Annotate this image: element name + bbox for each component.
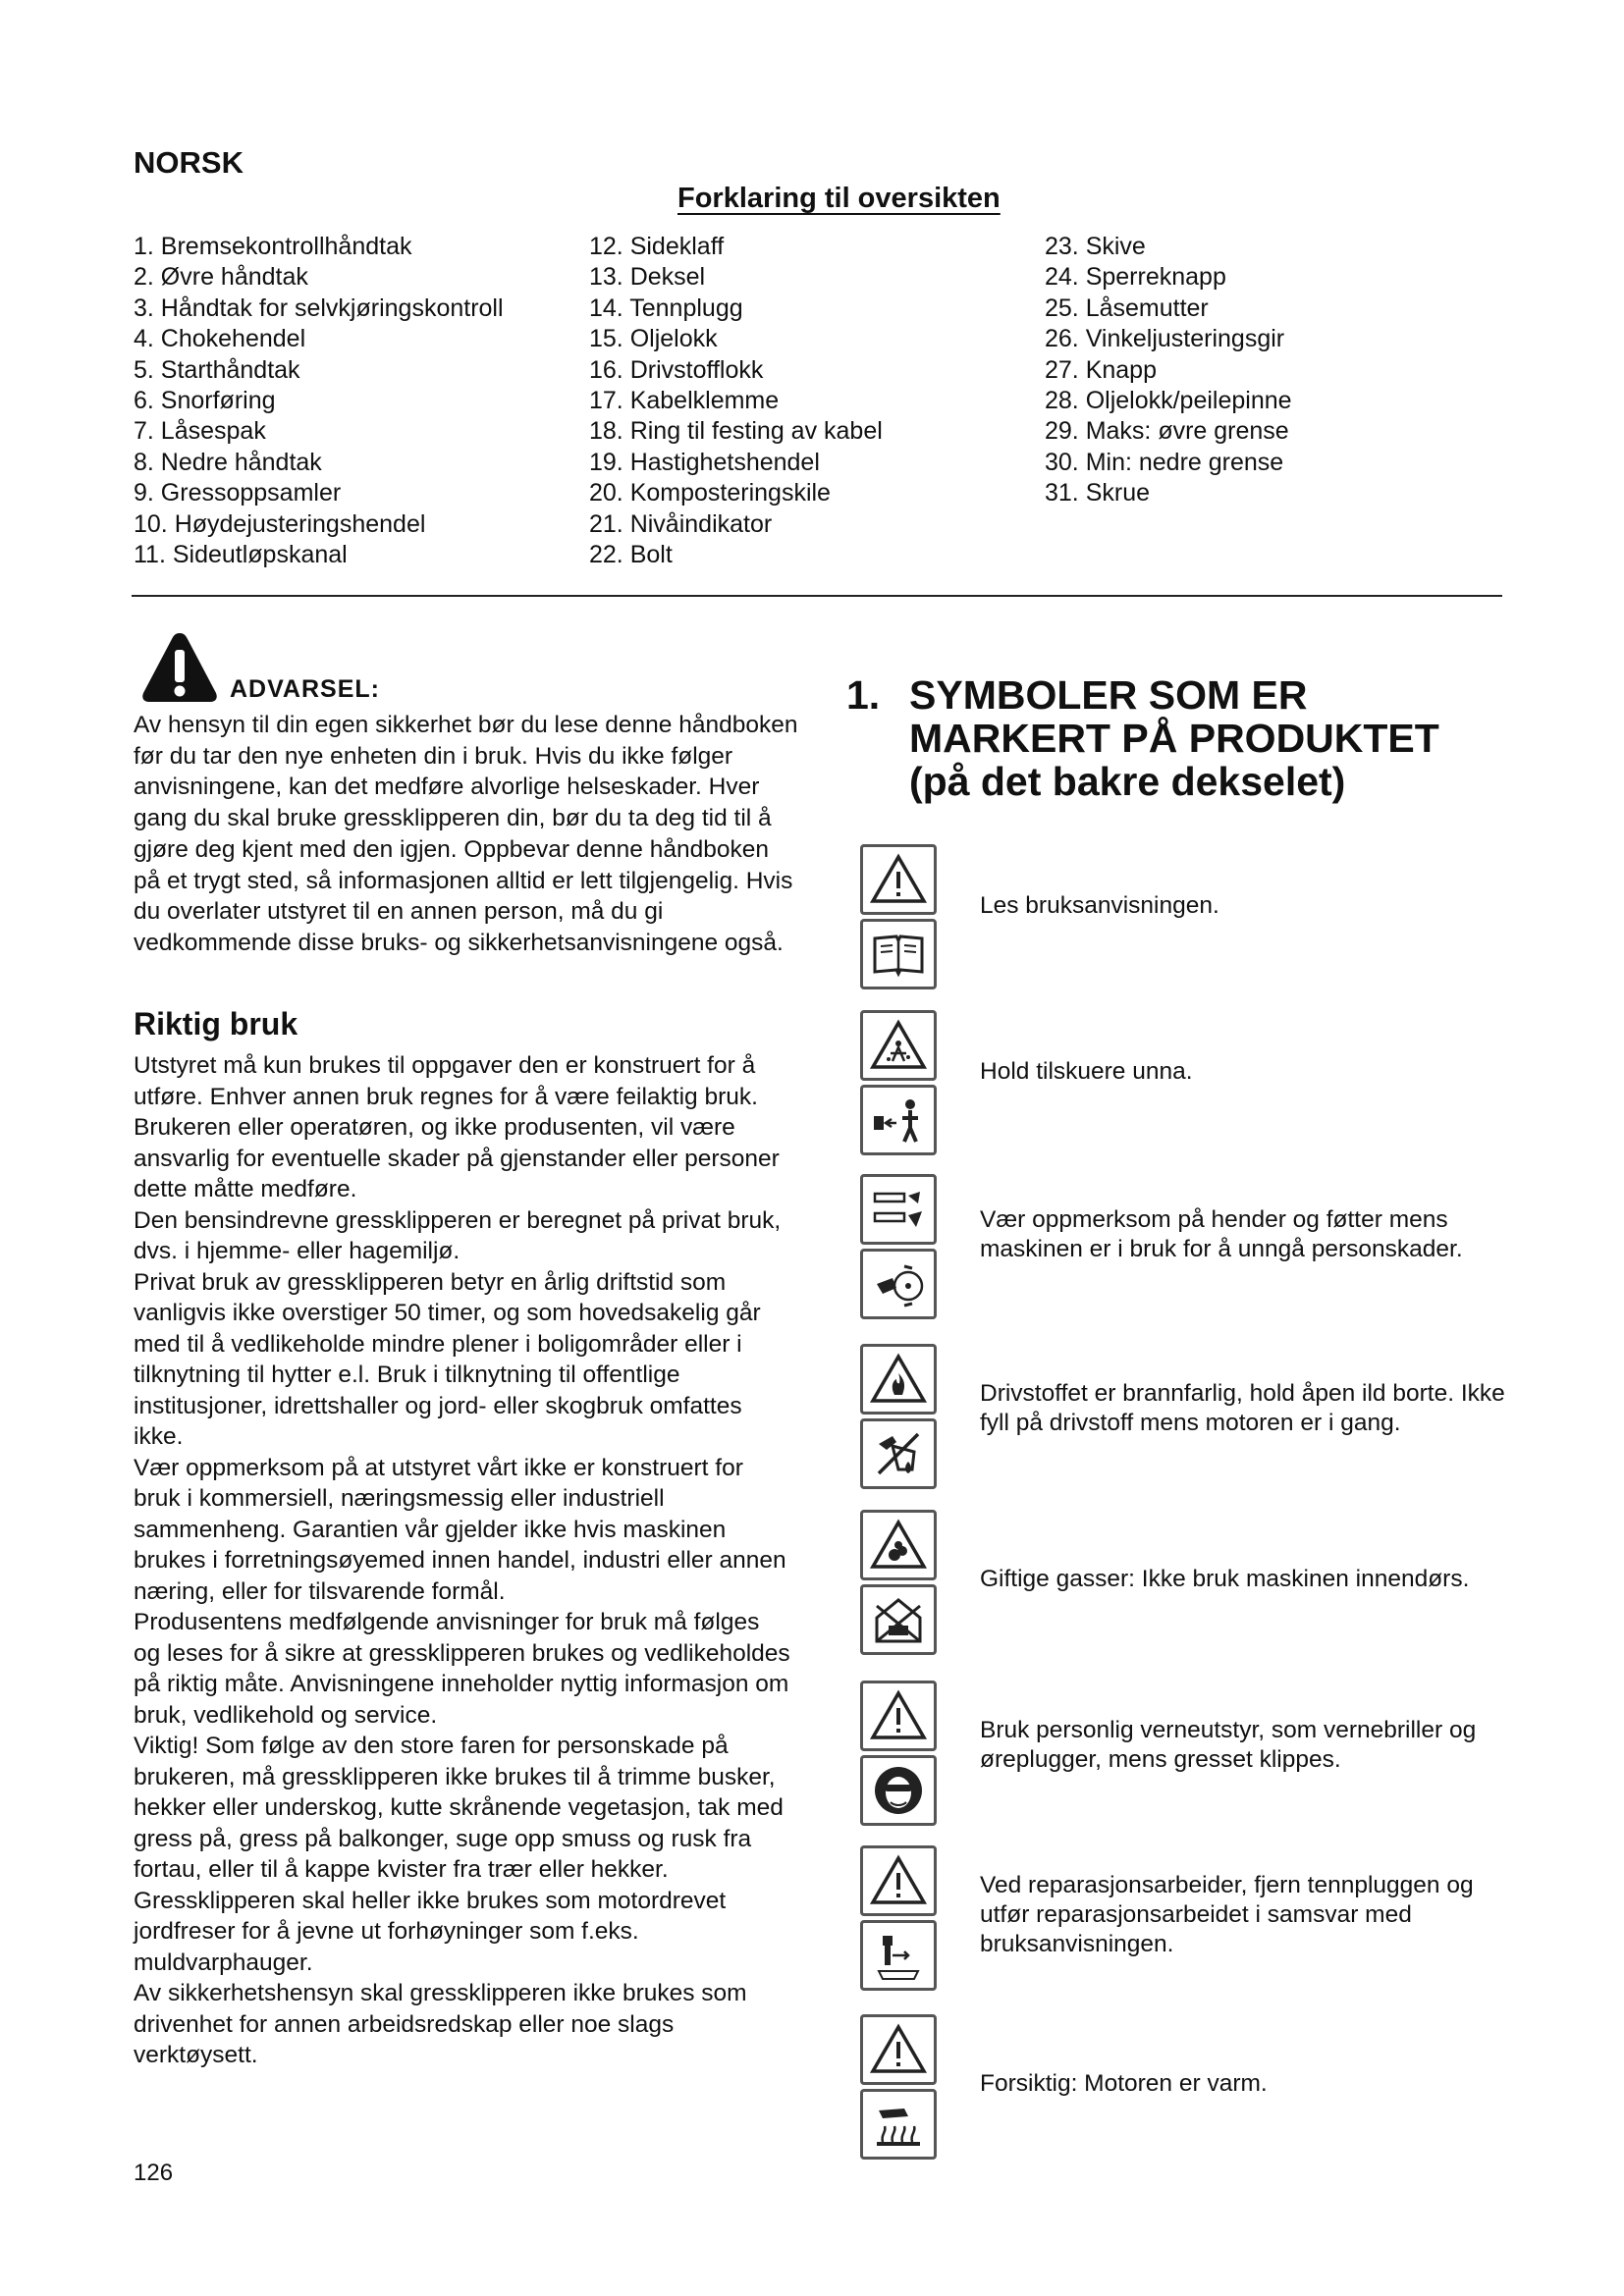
legend-item: 1. Bremsekontrollhåndtak (134, 233, 412, 260)
symbols-heading-line: (på det bakre dekselet) (909, 759, 1346, 804)
legend-item: 11. Sideutløpskanal (134, 541, 348, 569)
legend-item: 5. Starthåndtak (134, 355, 300, 384)
symbol-description: Ved reparasjonsarbeider, fjern tennpluggen og utfør reparasjonsarbeidet i samsvar med bruksanvisningen. (980, 1872, 1474, 1957)
protective-gear-icon (860, 1755, 937, 1826)
legend-item: 31. Skrue (1045, 479, 1151, 507)
legend-item: 24. Sperreknapp (1045, 263, 1226, 292)
legend-item: 4. Chokehendel (134, 325, 306, 353)
hand-blade-icon (860, 1174, 937, 1245)
usage-paragraph: Gressklipperen skal heller ikke brukes som motordrevet jordfreser for å jevne ut forhøyninger som f.eks. muldvarphauger. (134, 1887, 727, 1976)
symbol-description: Hold tilskuere unna. (980, 1058, 1193, 1085)
hot-surface-icon (860, 2089, 937, 2160)
warning-triangle-icon (140, 630, 219, 705)
symbol-pair (860, 1174, 937, 1323)
legend-item: 30. Min: nedre grense (1045, 448, 1284, 476)
legend-item: 6. Snorføring (134, 387, 276, 415)
symbol-pair (860, 2014, 937, 2163)
symbol-pair (860, 1510, 937, 1659)
legend-item: 29. Maks: øvre grense (1045, 417, 1289, 446)
warning-title: ADVARSEL: (230, 675, 380, 703)
section-divider (132, 595, 1502, 597)
no-refuel-icon (860, 1418, 937, 1489)
warning-triangle-icon (860, 1845, 937, 1916)
warning-triangle-icon (860, 2014, 937, 2085)
symbols-heading (846, 673, 1439, 803)
legend-item: 3. Håndtak for selvkjøringskontroll (134, 294, 504, 322)
legend-item: 13. Deksel (589, 263, 706, 292)
language-heading: NORSK (134, 145, 244, 180)
legend-item: 14. Tennplugg (589, 294, 743, 322)
symbol-description: Giftige gasser: Ikke bruk maskinen innendørs. (980, 1566, 1470, 1592)
legend-item: 2. Øvre håndtak (134, 263, 308, 292)
legend-item: 27. Knapp (1045, 355, 1157, 384)
symbols-heading-number: 1. (846, 672, 881, 718)
keep-distance-icon (860, 1085, 937, 1155)
legend-item: 19. Hastighetshendel (589, 448, 820, 476)
usage-heading: Riktig bruk (134, 1006, 298, 1041)
flying-debris-warning-icon (860, 1010, 937, 1081)
page-number: 126 (134, 2160, 174, 2186)
usage-paragraph: Produsentens medfølgende anvisninger for bruk må følges og leses for å sikre at gressklipperen brukes og vedlikeholdes på riktig måte. Anvisningene inneholder nyttig informasjon om bruk, vedlikehold og service. (134, 1609, 790, 1729)
legend-column-2 (589, 232, 883, 570)
legend-item: 16. Drivstofflokk (589, 355, 764, 384)
symbol-description: Forsiktig: Motoren er varm. (980, 2070, 1268, 2097)
legend-column-3 (1045, 232, 1292, 509)
legend-item: 18. Ring til festing av kabel (589, 417, 883, 446)
usage-paragraph: Viktig! Som følge av den store faren for personskade på brukeren, må gressklipperen ikke brukes til å trimme busker, hekker eller underskog, kutte skrånende vegetasjon, tak med gress på, gress på balkonger, suge opp smuss og rusk fra fortau, eller til å kappe kvister fra trær eller hekker. (134, 1733, 784, 1883)
symbol-description: Vær oppmerksom på hender og føtter mens maskinen er i bruk for å unngå personskader. (980, 1206, 1463, 1262)
usage-paragraph: Vær oppmerksom på at utstyret vårt ikke er konstruert for bruk i kommersiell, næringsmessig eller industriell sammenheng. Garantien vår gjelder ikke hvis maskinen brukes i forretningsøyemed innen handel, industri eller annen næring, eller for tilsvarende formål. (134, 1454, 786, 1605)
symbol-description: Bruk personlig verneutstyr, som vernebriller og øreplugger, mens gresset klippes. (980, 1717, 1477, 1773)
symbol-pair (860, 1010, 937, 1159)
usage-body (134, 1050, 791, 2071)
legend-item: 22. Bolt (589, 541, 673, 569)
symbols-heading-line: MARKERT PÅ PRODUKTET (909, 716, 1439, 761)
spark-plug-repair-icon (860, 1920, 937, 1991)
warning-triangle-icon (860, 1681, 937, 1751)
legend-item: 15. Oljelokk (589, 325, 718, 353)
legend-item: 23. Skive (1045, 233, 1146, 260)
legend-item: 10. Høydejusteringshendel (134, 509, 426, 538)
legend-item: 12. Sideklaff (589, 233, 725, 260)
usage-paragraph: Utstyret må kun brukes til oppgaver den er konstruert for å utføre. Enhver annen bruk regnes for å være feilaktig bruk. Brukeren eller operatøren, og ikke produsenten, vil være ansvarlig for eventuelle skader på gjenstander eller personer dette måtte medføre. (134, 1052, 780, 1202)
usage-paragraph: Den bensindrevne gressklipperen er beregnet på privat bruk, dvs. i hjemme- eller hagemiljø. (134, 1206, 782, 1264)
symbol-pair (860, 1344, 937, 1493)
legend-item: 7. Låsespak (134, 417, 266, 446)
warning-text: Av hensyn til din egen sikkerhet bør du lese denne håndboken før du tar den nye enheten din i bruk. Hvis du ikke følger anvisningene, kan det medføre alvorlige helseskader. Hver gang du skal bruke gressklipperen din, bør du ta deg tid til å gjøre deg kjent med den igjen. Oppbevar denne håndboken på et trygt sted, så informasjonen alltid er lett tilgjengelig. Hvis du overlater utstyret til en annen person, må du gi vedkommende disse bruks- og sikkerhetsanvisningene også. (134, 712, 798, 956)
toxic-gas-warning-icon (860, 1510, 937, 1580)
symbol-pair (860, 1681, 937, 1830)
legend-title: Forklaring til oversikten (677, 183, 1001, 214)
legend-item: 20. Komposteringskile (589, 479, 831, 507)
usage-paragraph: Privat bruk av gressklipperen betyr en årlig driftstid som vanligvis ikke overstiger 50 timer, og som hovedsakelig går med til å vedlikeholde mindre plener i boligområder eller i tilknytning til hytter e.l. Bruk i tilknytning til offentlige institusjoner, idrettshaller og jord- eller skogbruk omfattes ikke. (134, 1268, 761, 1450)
warning-triangle-icon (860, 844, 937, 915)
foot-blade-icon (860, 1249, 937, 1319)
symbols-heading-line: SYMBOLER SOM ER (909, 672, 1308, 718)
symbol-pair (860, 1845, 937, 1995)
symbol-description: Les bruksanvisningen. (980, 892, 1219, 919)
legend-item: 8. Nedre håndtak (134, 448, 322, 476)
legend-item: 28. Oljelokk/peilepinne (1045, 387, 1292, 415)
legend-column-1 (134, 232, 504, 570)
legend-item: 25. Låsemutter (1045, 294, 1209, 322)
fire-warning-icon (860, 1344, 937, 1415)
legend-item: 9. Gressoppsamler (134, 479, 342, 507)
usage-paragraph: Av sikkerhetshensyn skal gressklipperen ikke brukes som drivenhet for annen arbeidsredskap eller noe slags verktøysett. (134, 1980, 747, 2068)
legend-item: 26. Vinkeljusteringsgir (1045, 325, 1285, 353)
legend-item: 17. Kabelklemme (589, 387, 780, 415)
legend-item: 21. Nivåindikator (589, 509, 773, 538)
symbol-description: Drivstoffet er brannfarlig, hold åpen ild borte. Ikke fyll på drivstoff mens motoren er i gang. (980, 1380, 1505, 1436)
symbol-pair (860, 844, 937, 993)
manual-book-icon (860, 919, 937, 989)
no-indoor-use-icon (860, 1584, 937, 1655)
